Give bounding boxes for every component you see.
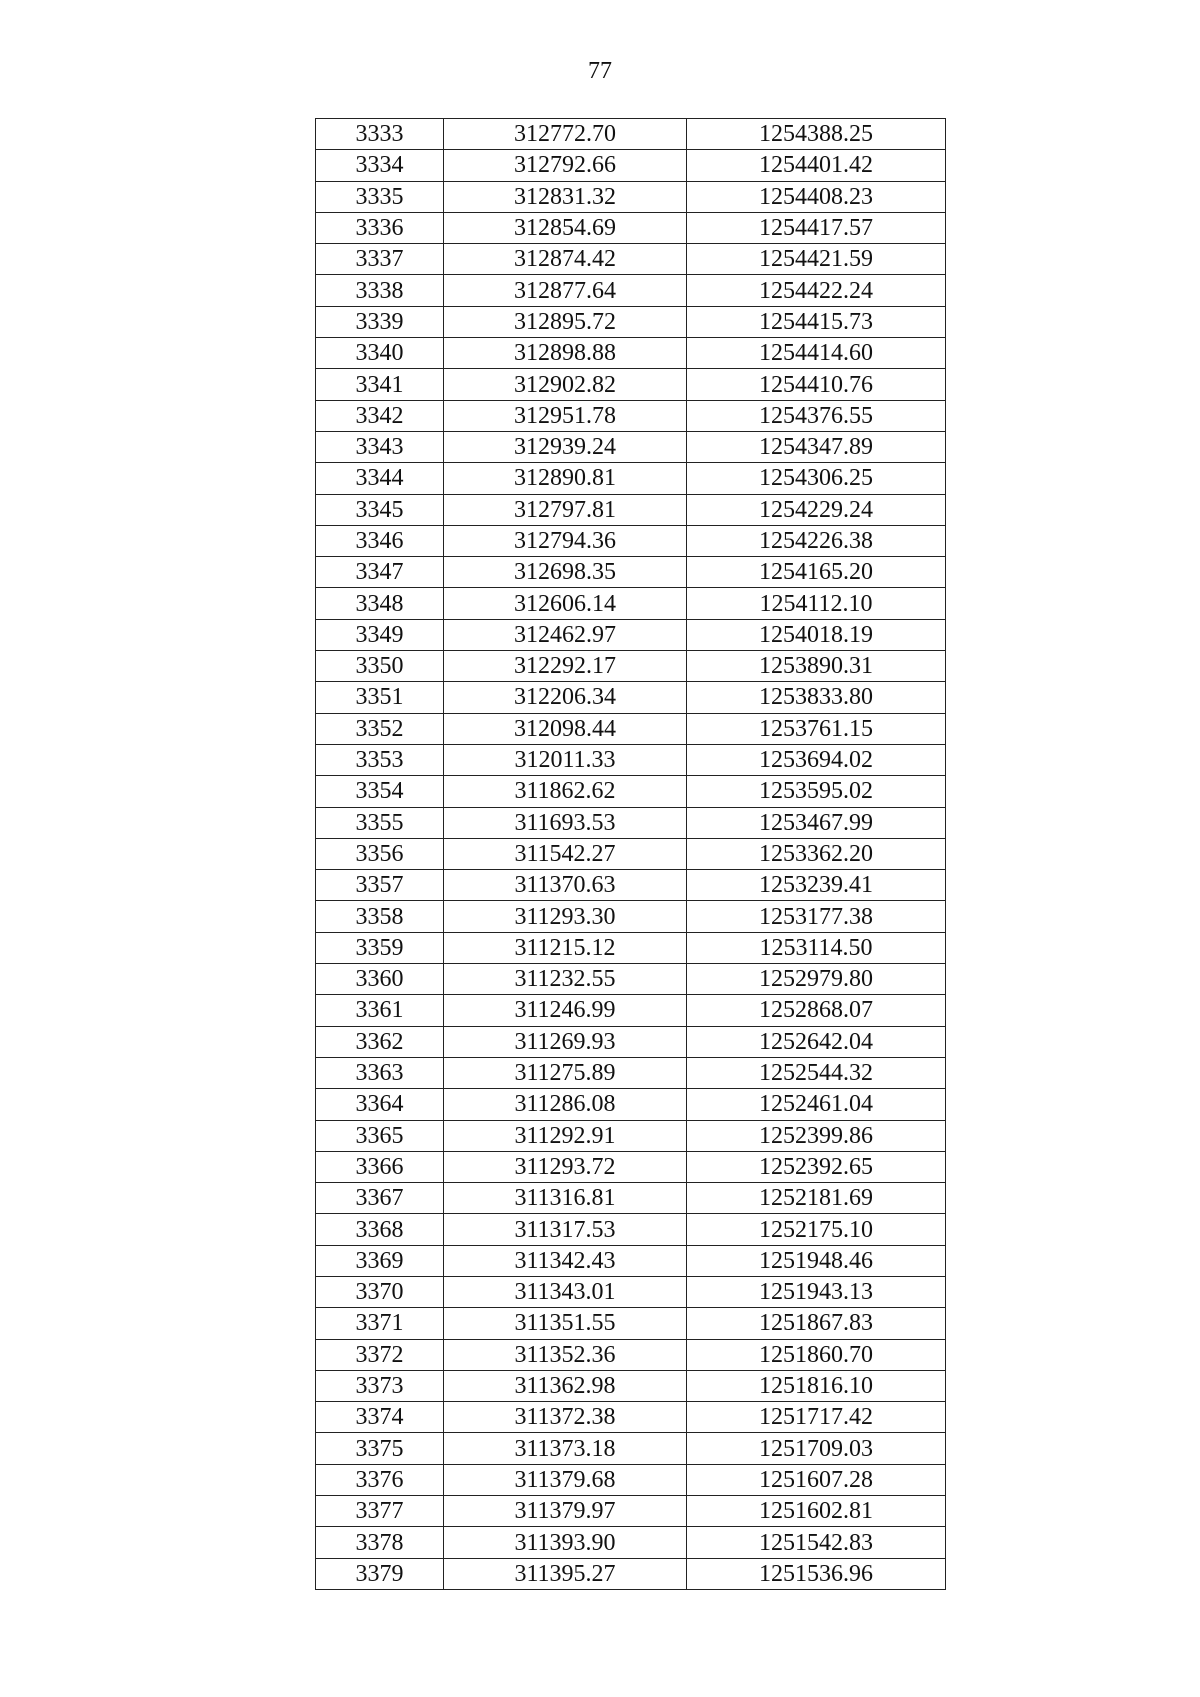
point-number-cell: 3366 <box>316 1151 444 1182</box>
x-coordinate-cell: 311379.97 <box>444 1496 687 1527</box>
x-coordinate-cell: 311246.99 <box>444 995 687 1026</box>
y-coordinate-cell: 1253890.31 <box>687 651 946 682</box>
y-coordinate-cell: 1252544.32 <box>687 1057 946 1088</box>
y-coordinate-cell: 1252175.10 <box>687 1214 946 1245</box>
x-coordinate-cell: 311293.30 <box>444 901 687 932</box>
x-coordinate-cell: 312792.66 <box>444 150 687 181</box>
x-coordinate-cell: 311542.27 <box>444 838 687 869</box>
y-coordinate-cell: 1251867.83 <box>687 1308 946 1339</box>
y-coordinate-cell: 1254415.73 <box>687 306 946 337</box>
x-coordinate-cell: 312890.81 <box>444 463 687 494</box>
point-number-cell: 3335 <box>316 181 444 212</box>
y-coordinate-cell: 1253833.80 <box>687 682 946 713</box>
page-number: 77 <box>588 58 612 84</box>
y-coordinate-cell: 1254165.20 <box>687 557 946 588</box>
x-coordinate-cell: 311393.90 <box>444 1527 687 1558</box>
y-coordinate-cell: 1254347.89 <box>687 431 946 462</box>
table-row <box>316 713 946 744</box>
point-number-cell: 3377 <box>316 1496 444 1527</box>
table-row <box>316 244 946 275</box>
y-coordinate-cell: 1254112.10 <box>687 588 946 619</box>
y-coordinate-cell: 1252979.80 <box>687 964 946 995</box>
x-coordinate-cell: 312831.32 <box>444 181 687 212</box>
x-coordinate-cell: 311292.91 <box>444 1120 687 1151</box>
y-coordinate-cell: 1253761.15 <box>687 713 946 744</box>
point-number-cell: 3344 <box>316 463 444 494</box>
point-number-cell: 3355 <box>316 807 444 838</box>
point-number-cell: 3361 <box>316 995 444 1026</box>
table-row <box>316 1433 946 1464</box>
x-coordinate-cell: 311362.98 <box>444 1370 687 1401</box>
x-coordinate-cell: 311286.08 <box>444 1089 687 1120</box>
table-row <box>316 400 946 431</box>
y-coordinate-cell: 1251602.81 <box>687 1496 946 1527</box>
table-row <box>316 463 946 494</box>
point-number-cell: 3338 <box>316 275 444 306</box>
table-row <box>316 1402 946 1433</box>
point-number-cell: 3345 <box>316 494 444 525</box>
y-coordinate-cell: 1251717.42 <box>687 1402 946 1433</box>
table-row <box>316 1339 946 1370</box>
point-number-cell: 3374 <box>316 1402 444 1433</box>
table-row <box>316 932 946 963</box>
y-coordinate-cell: 1253239.41 <box>687 870 946 901</box>
x-coordinate-cell: 311317.53 <box>444 1214 687 1245</box>
point-number-cell: 3378 <box>316 1527 444 1558</box>
x-coordinate-cell: 312698.35 <box>444 557 687 588</box>
x-coordinate-cell: 311215.12 <box>444 932 687 963</box>
y-coordinate-cell: 1251536.96 <box>687 1558 946 1589</box>
x-coordinate-cell: 311693.53 <box>444 807 687 838</box>
point-number-cell: 3372 <box>316 1339 444 1370</box>
table-row <box>316 494 946 525</box>
x-coordinate-cell: 312902.82 <box>444 369 687 400</box>
y-coordinate-cell: 1252642.04 <box>687 1026 946 1057</box>
y-coordinate-cell: 1251860.70 <box>687 1339 946 1370</box>
y-coordinate-cell: 1254229.24 <box>687 494 946 525</box>
table-row <box>316 1089 946 1120</box>
point-number-cell: 3346 <box>316 525 444 556</box>
y-coordinate-cell: 1252181.69 <box>687 1183 946 1214</box>
y-coordinate-cell: 1253114.50 <box>687 932 946 963</box>
point-number-cell: 3363 <box>316 1057 444 1088</box>
x-coordinate-cell: 311395.27 <box>444 1558 687 1589</box>
table-row <box>316 1276 946 1307</box>
x-coordinate-cell: 312939.24 <box>444 431 687 462</box>
y-coordinate-cell: 1254306.25 <box>687 463 946 494</box>
table-row <box>316 964 946 995</box>
x-coordinate-cell: 312895.72 <box>444 306 687 337</box>
table-row <box>316 1558 946 1589</box>
x-coordinate-cell: 312794.36 <box>444 525 687 556</box>
x-coordinate-cell: 311342.43 <box>444 1245 687 1276</box>
y-coordinate-cell: 1252461.04 <box>687 1089 946 1120</box>
point-number-cell: 3369 <box>316 1245 444 1276</box>
y-coordinate-cell: 1254226.38 <box>687 525 946 556</box>
point-number-cell: 3379 <box>316 1558 444 1589</box>
point-number-cell: 3365 <box>316 1120 444 1151</box>
table-row <box>316 1057 946 1088</box>
table-row <box>316 1496 946 1527</box>
point-number-cell: 3362 <box>316 1026 444 1057</box>
table-row <box>316 744 946 775</box>
y-coordinate-cell: 1254421.59 <box>687 244 946 275</box>
coordinates-table-body <box>316 119 946 1590</box>
x-coordinate-cell: 312462.97 <box>444 619 687 650</box>
x-coordinate-cell: 312877.64 <box>444 275 687 306</box>
y-coordinate-cell: 1254401.42 <box>687 150 946 181</box>
x-coordinate-cell: 312874.42 <box>444 244 687 275</box>
table-row <box>316 995 946 1026</box>
point-number-cell: 3354 <box>316 776 444 807</box>
x-coordinate-cell: 311370.63 <box>444 870 687 901</box>
y-coordinate-cell: 1252392.65 <box>687 1151 946 1182</box>
y-coordinate-cell: 1253595.02 <box>687 776 946 807</box>
point-number-cell: 3367 <box>316 1183 444 1214</box>
y-coordinate-cell: 1251816.10 <box>687 1370 946 1401</box>
point-number-cell: 3373 <box>316 1370 444 1401</box>
x-coordinate-cell: 311269.93 <box>444 1026 687 1057</box>
point-number-cell: 3336 <box>316 212 444 243</box>
point-number-cell: 3341 <box>316 369 444 400</box>
point-number-cell: 3353 <box>316 744 444 775</box>
table-row <box>316 682 946 713</box>
y-coordinate-cell: 1254388.25 <box>687 119 946 150</box>
table-row <box>316 181 946 212</box>
point-number-cell: 3357 <box>316 870 444 901</box>
point-number-cell: 3356 <box>316 838 444 869</box>
x-coordinate-cell: 312011.33 <box>444 744 687 775</box>
x-coordinate-cell: 311352.36 <box>444 1339 687 1370</box>
table-row <box>316 838 946 869</box>
x-coordinate-cell: 312854.69 <box>444 212 687 243</box>
y-coordinate-cell: 1253694.02 <box>687 744 946 775</box>
x-coordinate-cell: 312206.34 <box>444 682 687 713</box>
y-coordinate-cell: 1251542.83 <box>687 1527 946 1558</box>
y-coordinate-cell: 1253467.99 <box>687 807 946 838</box>
x-coordinate-cell: 311351.55 <box>444 1308 687 1339</box>
table-row <box>316 306 946 337</box>
x-coordinate-cell: 312951.78 <box>444 400 687 431</box>
y-coordinate-cell: 1254376.55 <box>687 400 946 431</box>
y-coordinate-cell: 1252868.07 <box>687 995 946 1026</box>
table-row <box>316 807 946 838</box>
x-coordinate-cell: 312098.44 <box>444 713 687 744</box>
point-number-cell: 3352 <box>316 713 444 744</box>
coordinates-table <box>315 118 946 1590</box>
table-row <box>316 525 946 556</box>
x-coordinate-cell: 311343.01 <box>444 1276 687 1307</box>
point-number-cell: 3360 <box>316 964 444 995</box>
table-row <box>316 369 946 400</box>
point-number-cell: 3343 <box>316 431 444 462</box>
point-number-cell: 3337 <box>316 244 444 275</box>
x-coordinate-cell: 311316.81 <box>444 1183 687 1214</box>
point-number-cell: 3339 <box>316 306 444 337</box>
x-coordinate-cell: 311862.62 <box>444 776 687 807</box>
point-number-cell: 3370 <box>316 1276 444 1307</box>
point-number-cell: 3342 <box>316 400 444 431</box>
point-number-cell: 3368 <box>316 1214 444 1245</box>
x-coordinate-cell: 311373.18 <box>444 1433 687 1464</box>
y-coordinate-cell: 1254018.19 <box>687 619 946 650</box>
table-row <box>316 275 946 306</box>
table-row <box>316 1527 946 1558</box>
point-number-cell: 3375 <box>316 1433 444 1464</box>
x-coordinate-cell: 311379.68 <box>444 1464 687 1495</box>
x-coordinate-cell: 312292.17 <box>444 651 687 682</box>
table-row <box>316 431 946 462</box>
table-row <box>316 338 946 369</box>
table-row <box>316 651 946 682</box>
y-coordinate-cell: 1251948.46 <box>687 1245 946 1276</box>
y-coordinate-cell: 1253362.20 <box>687 838 946 869</box>
x-coordinate-cell: 312898.88 <box>444 338 687 369</box>
y-coordinate-cell: 1251709.03 <box>687 1433 946 1464</box>
point-number-cell: 3347 <box>316 557 444 588</box>
x-coordinate-cell: 311232.55 <box>444 964 687 995</box>
table-row <box>316 776 946 807</box>
table-row <box>316 1370 946 1401</box>
x-coordinate-cell: 312606.14 <box>444 588 687 619</box>
table-row <box>316 119 946 150</box>
table-row <box>316 1308 946 1339</box>
table-row <box>316 1183 946 1214</box>
x-coordinate-cell: 311293.72 <box>444 1151 687 1182</box>
y-coordinate-cell: 1254417.57 <box>687 212 946 243</box>
table-row <box>316 1245 946 1276</box>
y-coordinate-cell: 1252399.86 <box>687 1120 946 1151</box>
table-row <box>316 1464 946 1495</box>
point-number-cell: 3334 <box>316 150 444 181</box>
table-row <box>316 557 946 588</box>
table-row <box>316 1151 946 1182</box>
x-coordinate-cell: 312772.70 <box>444 119 687 150</box>
table-row <box>316 1214 946 1245</box>
point-number-cell: 3376 <box>316 1464 444 1495</box>
table-row <box>316 588 946 619</box>
x-coordinate-cell: 311275.89 <box>444 1057 687 1088</box>
point-number-cell: 3359 <box>316 932 444 963</box>
y-coordinate-cell: 1254410.76 <box>687 369 946 400</box>
y-coordinate-cell: 1253177.38 <box>687 901 946 932</box>
point-number-cell: 3350 <box>316 651 444 682</box>
table-row <box>316 1120 946 1151</box>
table-row <box>316 619 946 650</box>
point-number-cell: 3351 <box>316 682 444 713</box>
table-row <box>316 901 946 932</box>
table-row <box>316 212 946 243</box>
point-number-cell: 3340 <box>316 338 444 369</box>
point-number-cell: 3348 <box>316 588 444 619</box>
table-row <box>316 1026 946 1057</box>
table-row <box>316 870 946 901</box>
y-coordinate-cell: 1251607.28 <box>687 1464 946 1495</box>
x-coordinate-cell: 312797.81 <box>444 494 687 525</box>
y-coordinate-cell: 1254408.23 <box>687 181 946 212</box>
table-row <box>316 150 946 181</box>
point-number-cell: 3333 <box>316 119 444 150</box>
point-number-cell: 3358 <box>316 901 444 932</box>
point-number-cell: 3371 <box>316 1308 444 1339</box>
y-coordinate-cell: 1251943.13 <box>687 1276 946 1307</box>
point-number-cell: 3349 <box>316 619 444 650</box>
x-coordinate-cell: 311372.38 <box>444 1402 687 1433</box>
y-coordinate-cell: 1254414.60 <box>687 338 946 369</box>
point-number-cell: 3364 <box>316 1089 444 1120</box>
y-coordinate-cell: 1254422.24 <box>687 275 946 306</box>
